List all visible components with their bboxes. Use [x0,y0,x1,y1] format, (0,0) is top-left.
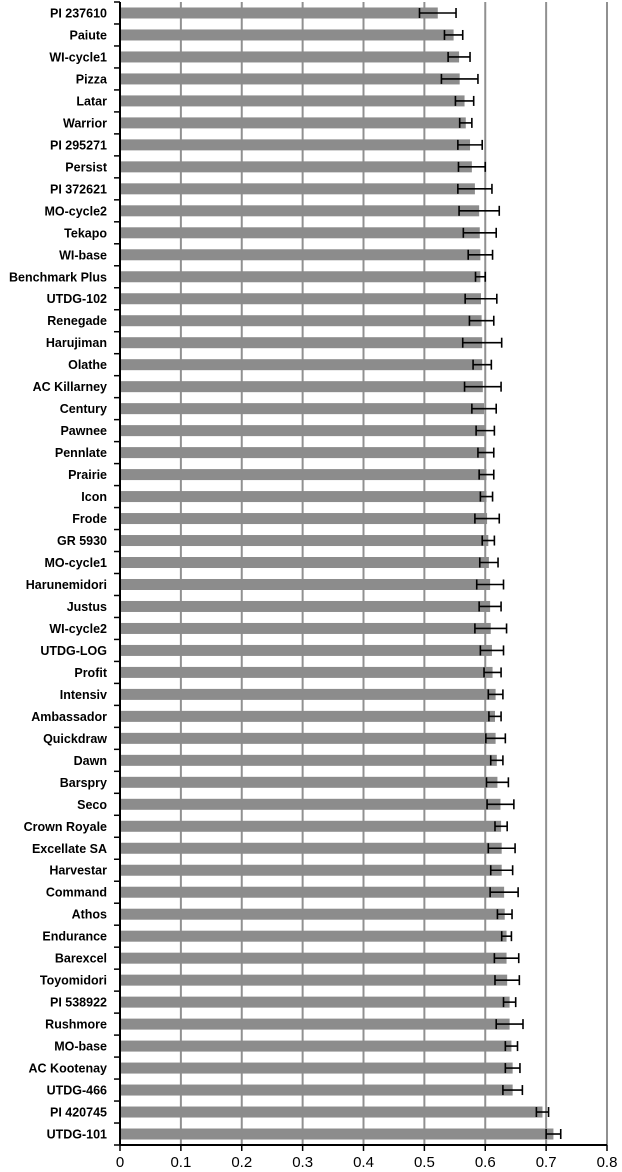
bar [120,51,459,62]
category-label: Barexcel [54,951,107,966]
bar [120,865,502,876]
category-label: MO-cycle2 [44,204,107,219]
bar [120,359,482,370]
category-label: WI-cycle1 [49,50,107,65]
category-label: PI 237610 [50,6,107,21]
bar [120,447,486,458]
bar [120,425,485,436]
category-label: Rushmore [45,1017,107,1032]
bar [120,601,490,612]
category-label: Profit [74,665,107,680]
bar [120,689,496,700]
category-label: Century [59,402,107,417]
category-label: UTDG-LOG [40,643,107,658]
category-label: Pennlate [54,446,107,461]
category-label: Toyomidori [39,973,107,988]
bar [120,931,507,942]
x-tick-label: 0.5 [413,1154,435,1171]
bar [120,95,465,106]
bar [120,887,504,898]
bar [120,183,475,194]
x-tick-label: 0.2 [231,1154,253,1171]
x-tick-label: 0.1 [170,1154,192,1171]
category-label: MO-base [54,1039,107,1054]
category-label: UTDG-101 [46,1127,107,1142]
bar [120,799,500,810]
category-label: Paiute [69,28,107,43]
bar [120,403,484,414]
category-label: Latar [76,94,107,109]
bar [120,7,438,18]
bar [120,315,482,326]
category-label: Olathe [68,358,107,373]
category-label: GR 5930 [56,534,107,549]
category-label: Harujiman [45,336,107,351]
category-label: UTDG-466 [46,1083,107,1098]
bar [120,579,490,590]
category-label: Quickdraw [43,731,107,746]
bar [120,711,495,722]
bar [120,1063,513,1074]
bar [120,227,480,238]
bar [120,249,480,260]
bar [120,1041,511,1052]
bar [120,997,510,1008]
category-label: Icon [81,490,107,505]
bar [120,381,483,392]
bar [120,909,505,920]
bar [120,733,496,744]
category-label: UTDG-102 [46,292,107,307]
bar [120,623,491,634]
bar [120,117,466,128]
category-label: AC Kootenay [28,1061,107,1076]
x-tick-label: 0 [115,1154,125,1171]
bar [120,755,497,766]
category-label: Tekapo [64,226,107,241]
category-label: WI-cycle2 [49,621,107,636]
bar [120,667,493,678]
category-label: Excellate SA [31,841,107,856]
x-tick-label: 0.7 [535,1154,557,1171]
bar [120,557,489,568]
bar [120,469,486,480]
category-label: Warrior [63,116,107,131]
category-label: Dawn [73,753,107,768]
category-label: Persist [65,160,107,175]
category-label: Command [45,885,107,900]
bar [120,293,481,304]
x-tick-label: 0.6 [474,1154,496,1171]
category-label: Justus [66,599,107,614]
bar [120,491,486,502]
category-label: PI 295271 [50,138,107,153]
bar [120,271,480,282]
category-label: Athos [71,907,107,922]
category-label: PI 372621 [50,182,107,197]
bar [120,1019,510,1030]
x-tick-label: 0.8 [596,1154,618,1171]
category-label: Harunemidori [25,577,107,592]
category-label: MO-cycle1 [44,556,107,571]
bar [120,1085,513,1096]
category-label: Prairie [68,468,107,483]
category-label: Pizza [75,72,107,87]
bar [120,1129,553,1140]
bar [120,1107,542,1118]
bar [120,29,454,40]
x-tick-label: 0.3 [292,1154,314,1171]
category-label: Harvestar [49,863,107,878]
bar [120,535,488,546]
bar [120,513,487,524]
bar [120,975,507,986]
category-label: Frode [72,512,107,527]
bar [120,161,472,172]
category-label: Endurance [42,929,107,944]
category-label: Crown Royale [23,819,107,834]
category-label: Renegade [47,314,107,329]
category-label: Seco [77,797,107,812]
bar [120,843,502,854]
x-tick-label: 0.4 [353,1154,374,1171]
category-label: PI 420745 [50,1105,107,1120]
bar [120,645,492,656]
category-label: AC Killarney [32,380,107,395]
category-label: Intensiv [59,687,107,702]
category-label: WI-base [59,248,107,263]
category-label: Pawnee [60,424,107,439]
bar [120,139,470,150]
bar [120,205,479,216]
bar [120,821,501,832]
bar [120,73,460,84]
bar [120,777,497,788]
bar [120,953,507,964]
category-label: PI 538922 [50,995,107,1010]
category-label: Ambassador [31,709,107,724]
category-label: Barspry [59,775,107,790]
bar [120,337,482,348]
category-label: Benchmark Plus [9,270,107,285]
